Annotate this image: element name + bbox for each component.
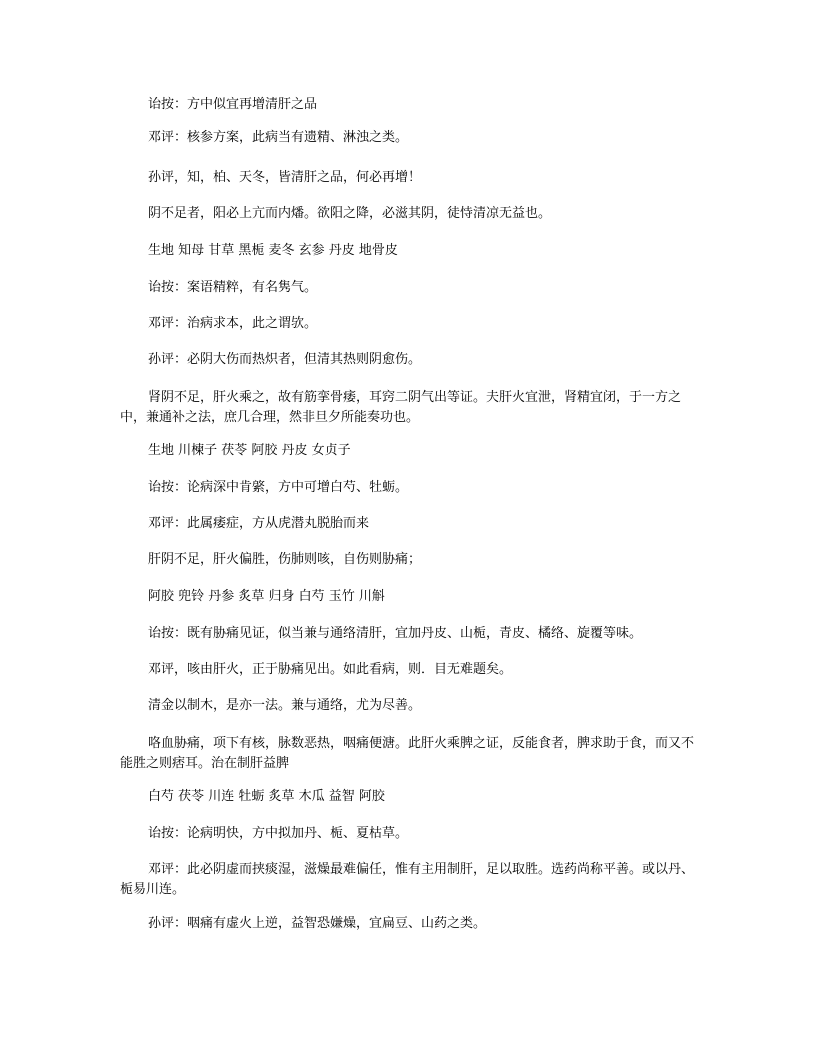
paragraph-case: 肝阴不足，肝火偏胜，伤肺则咳，自伤则胁痛； [148, 552, 422, 567]
paragraph-case: 肾阴不足，肝火乘之，故有筋挛骨痿，耳窍二阴气出等证。夫肝火宜泄，肾精宜闭，于一方之中，兼通补之法，庶几合理，然非旦夕所能奏功也。 [120, 390, 682, 425]
paragraph-commentary: 邓评：治病求本，此之谓欤。 [148, 316, 318, 331]
paragraph-commentary: 诒按：既有胁痛见证，似当兼与通络清肝，宜加丹皮、山栀，青皮、橘络、旋覆等味。 [148, 626, 643, 641]
paragraph-commentary: 孙评：必阴大伤而热炽者，但清其热则阴愈伤。 [148, 352, 422, 367]
paragraph-commentary: 邓评：此必阴虚而挟痰湿，滋燥最难偏任，惟有主用制肝，足以取胜。选药尚称平善。或以丹、栀易川连。 [120, 862, 695, 897]
paragraph-prescription: 生地 知母 甘草 黑栀 麦冬 玄参 丹皮 地骨皮 [148, 243, 398, 258]
paragraph-commentary: 邓评，咳由肝火，正于胁痛见出。如此看病，则．目无难题矣。 [148, 662, 513, 677]
paragraph-prescription: 生地 川楝子 茯苓 阿胶 丹皮 女贞子 [148, 443, 351, 458]
paragraph-commentary: 诒按：论病深中肯綮，方中可增白芍、牡蛎。 [148, 480, 409, 495]
paragraph-commentary: 诒按：论病明快，方中拟加丹、栀、夏枯草。 [148, 826, 409, 841]
paragraph-prescription: 白芍 茯苓 川连 牡蛎 炙草 木瓜 益智 阿胶 [148, 789, 385, 804]
paragraph-case: 阴不足者，阳必上亢而内燔。欲阳之降，必滋其阴，徒恃清凉无益也。 [148, 206, 552, 221]
paragraph-commentary: 诒按：方中似宜再增清肝之品 [148, 97, 318, 112]
paragraph-commentary: 诒按：案语精粹，有名隽气。 [148, 280, 318, 295]
paragraph-case: 清金以制木，是亦一法。兼与通络，尤为尽善。 [148, 698, 422, 713]
paragraph-commentary: 邓评：此属痿症，方从虎潜丸脱胎而来 [148, 516, 370, 531]
paragraph-commentary: 孙评，知，柏、天冬，皆清肝之品，何必再增！ [148, 170, 422, 185]
paragraph-commentary: 邓评：核参方案，此病当有遗精、淋浊之类。 [148, 130, 409, 145]
paragraph-case: 咯血胁痛，项下有核，脉数恶热，咽痛便溏。此肝火乘脾之证，反能食者，脾求助于食，而又不能胜之则痞耳。治在制肝益脾 [120, 736, 695, 771]
paragraph-prescription: 阿胶 兜铃 丹参 炙草 归身 白芍 玉竹 川斛 [148, 589, 385, 604]
paragraph-commentary: 孙评：咽痛有虚火上逆，益智恐嫌燥，宜扁豆、山药之类。 [148, 916, 487, 931]
